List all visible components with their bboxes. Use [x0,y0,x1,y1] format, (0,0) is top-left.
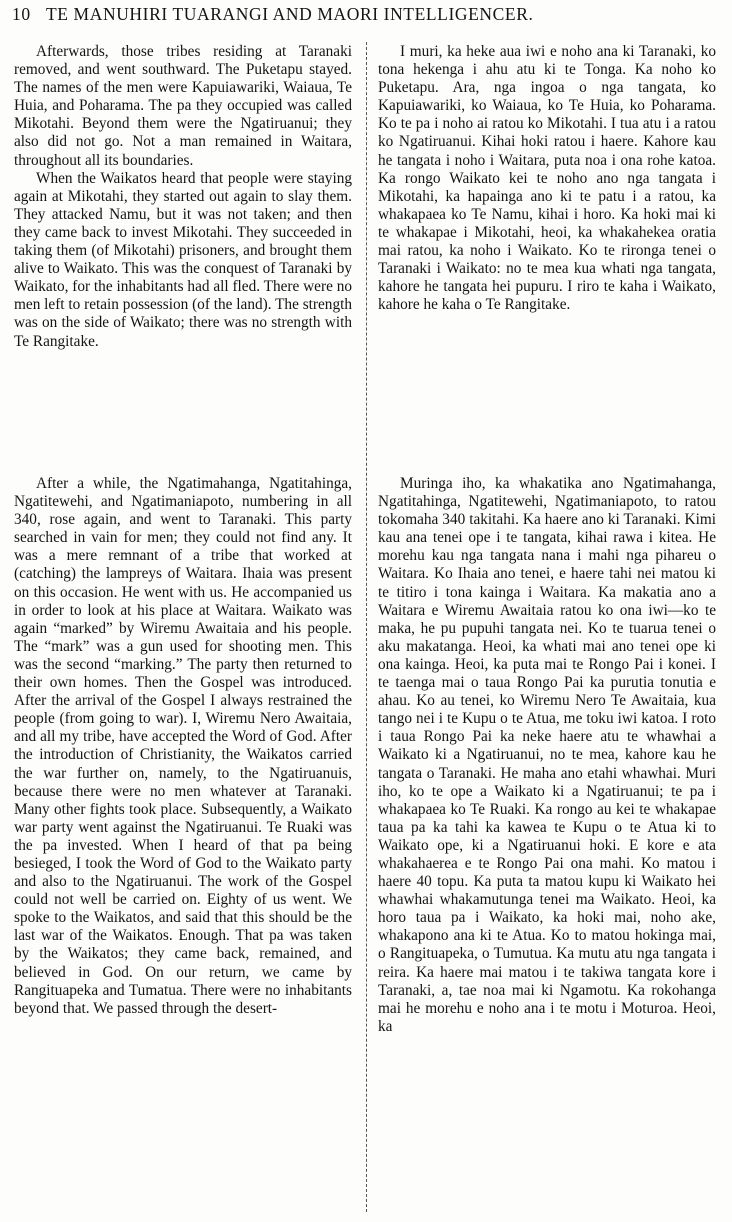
english-paragraph-2: When the Waikatos heard that people were staying again at Mikotahi, they started out again to slay them. They attacked Namu, but it was not taken; and then they came back to invest Mikotahi. They succeeded in taking them (of Mikotahi) prisoners, and brought them alive to Waikato. This was the conquest of Taranaki by Waikato, for the inhabitants had all fled. There were no men left to retain possession (of the land). The strength was on the side of Waikato; there was no strength with Te Rangitake. [14,169,352,350]
page-number: 10 [12,4,31,24]
maori-paragraph-1: I muri, ka heke aua iwi e noho ana ki Taranaki, ko tona hekenga i ahu atu ki te Tonga. Ka noho ko Puketapu. Ara, nga ingoa o nga tangata, ko Kapuiawariki, ko Waiaua, ko Te Huia, ko Poharama. Ko te pa i noho ai ratou ko Mikotahi. I tua atu i a ratou ko Ngatiruanui. Kihai hoki ratou i haere. Kahore kau he tangata i noho i Waitara, puta noa i ona rohe katoa. Ka rongo Waikato kei te noho ano nga tangata i Mikotahi, ka hapainga ano ki te patu i a ratou, ka whakapaea ko Te Namu, kihai i horo. Ka hoki mai ki te whakapae i Mikotahi, heoi, ka whakahekea oratia mai ratou, ka noho i Waikato. Ko te rironga tenei o Taranaki i Waikato: no te mea kua whati nga tangata, kahore he tangata hei pupuru. I riro te kaha i Waikato, kahore he kaha o Te Rangitake. [378,43,716,314]
english-paragraph-1: Afterwards, those tribes residing at Taranaki removed, and went southward. The Puketapu stayed. The names of the men were Kapuiawariki, Waiaua, Te Huia, and Poharama. The pa they occupied was called Mikotahi. Beyond them were the Ngatiruanui; they also did not go. Not a man remained in Waitara, throughout all its boundaries. [14,43,352,169]
english-paragraph-3: After a while, the Ngatimahanga, Ngatitahinga, Ngatitewehi, and Ngatimaniapoto, numbering in all 340, rose again, and went to Taranaki. This party searched in vain for men; they could not find any. It was a mere remnant of a tribe that worked at (catching) the lampreys of Waitara. Ihaia was present on this occasion. He went with us. He accompanied us in order to look at his place at Waitara. Waikato was again “marked” by Wiremu Awaitaia and his people. The “mark” was a gun used for shooting men. This was the second “marking.” The party then returned to their own homes. Then the Gospel was introduced. After the arrival of the Gospel I always restrained the people (from going to war). I, Wiremu Nero Awaitaia, and all my tribe, have accepted the Word of God. After the introduction of Christianity, the Waikatos carried the war further on, namely, to the Ngatiruanuis, because there were no men whatever at Taranaki. Many other fights took place. Subsequently, a Waikato war party went against the Ngatiruanui. Te Ruaki was the pa invested. When I heard of that pa being besieged, I took the Word of God to the Waikato party and also to the Ngatiruanui. The work of the Gospel could not well be carried on. Eighty of us went. We spoke to the Waikatos, and said that this should be the last war of the Waikatos. Enough. That pa was taken by the Waikatos; they came back, remained, and believed in God. On our return, we came by Rangituapeka and Tumatua. There were no inhabitants beyond that. We passed through the desert- [14,475,352,1017]
page-header [12,4,724,25]
maori-paragraph-2: Muringa iho, ka whakatika ano Ngatimahanga, Ngatitahinga, Ngatitewehi, Ngatimaniapoto, to ratou tokomaha 340 takitahi. Ka haere ano ki Taranaki. Kimi kau ana tenei ope i te tangata, kihai rawa i kitea. He morehu kau nga tangata nana i mahi nga pihareu o Waitara. Ko Ihaia ano tenei, e haere tahi nei matou ki te titiro i tona kainga i Waitara. Ka makatia ano a Waitara e Wiremu Awaitaia ratou ko ona iwi—ko te maka, he pu pupuhi tangata nei. Ko te tuarua tenei o aku makatanga. Heoi, ka whati mai ano tenei ope ki ona kainga. Heoi, ka puta mai te Rongo Pai i konei. I te taenga mai o taua Rongo Pai ka purutia tonutia e ahau. Ko au tenei, ko Wiremu Nero Te Awaitaia, kua tango nei i te Kupu o te Atua, me toku iwi katoa. I roto i taua Rongo Pai ka neke haere atu te whawhai a Waikato ki a Ngatiruanui, no te mea, kahore kau he tangata o Taranaki. He maha ano etahi whawhai. Muri iho, ko te ope a Waikato ki a Ngatiruanui; te pa i whakapaea ko Te Ruaki. Ka rongo au kei te whakapae taua pa ka tahi ka kawea te Kupu o te Atua ki to Waikato ope, ki a Ngatiruanui hoki. E kore e ata whakahaerea e te Rongo Pai ona mahi. Ko matou i haere 40 topu. Ka puta ta matou kupu ki Waikato hei whawhai whakamutunga tenei ma Waikato. Heoi, ka horo taua pa i Waikato, ka hoki mai, noho ake, whakapono ana ki te Atua. Ko to matou hokinga mai, o Rangituapeka, o Tumutua. Ka mutu atu nga tangata i reira. Ka haere mai matou i te takiwa tangata kore i Taranaki, a, tae noa mai ki Ngamotu. Ka rokohanga mai he morehu e noho ana i te motu i Moturoa. Heoi, ka [378,475,716,1035]
publication-title: TE MANUHIRI TUARANGI AND MAORI INTELLIGENCER. [46,4,534,24]
english-column-bottom [14,475,352,1018]
column-divider [366,42,367,1212]
maori-column-top [378,43,716,314]
maori-column-bottom [378,475,716,1036]
english-column-top [14,43,352,351]
